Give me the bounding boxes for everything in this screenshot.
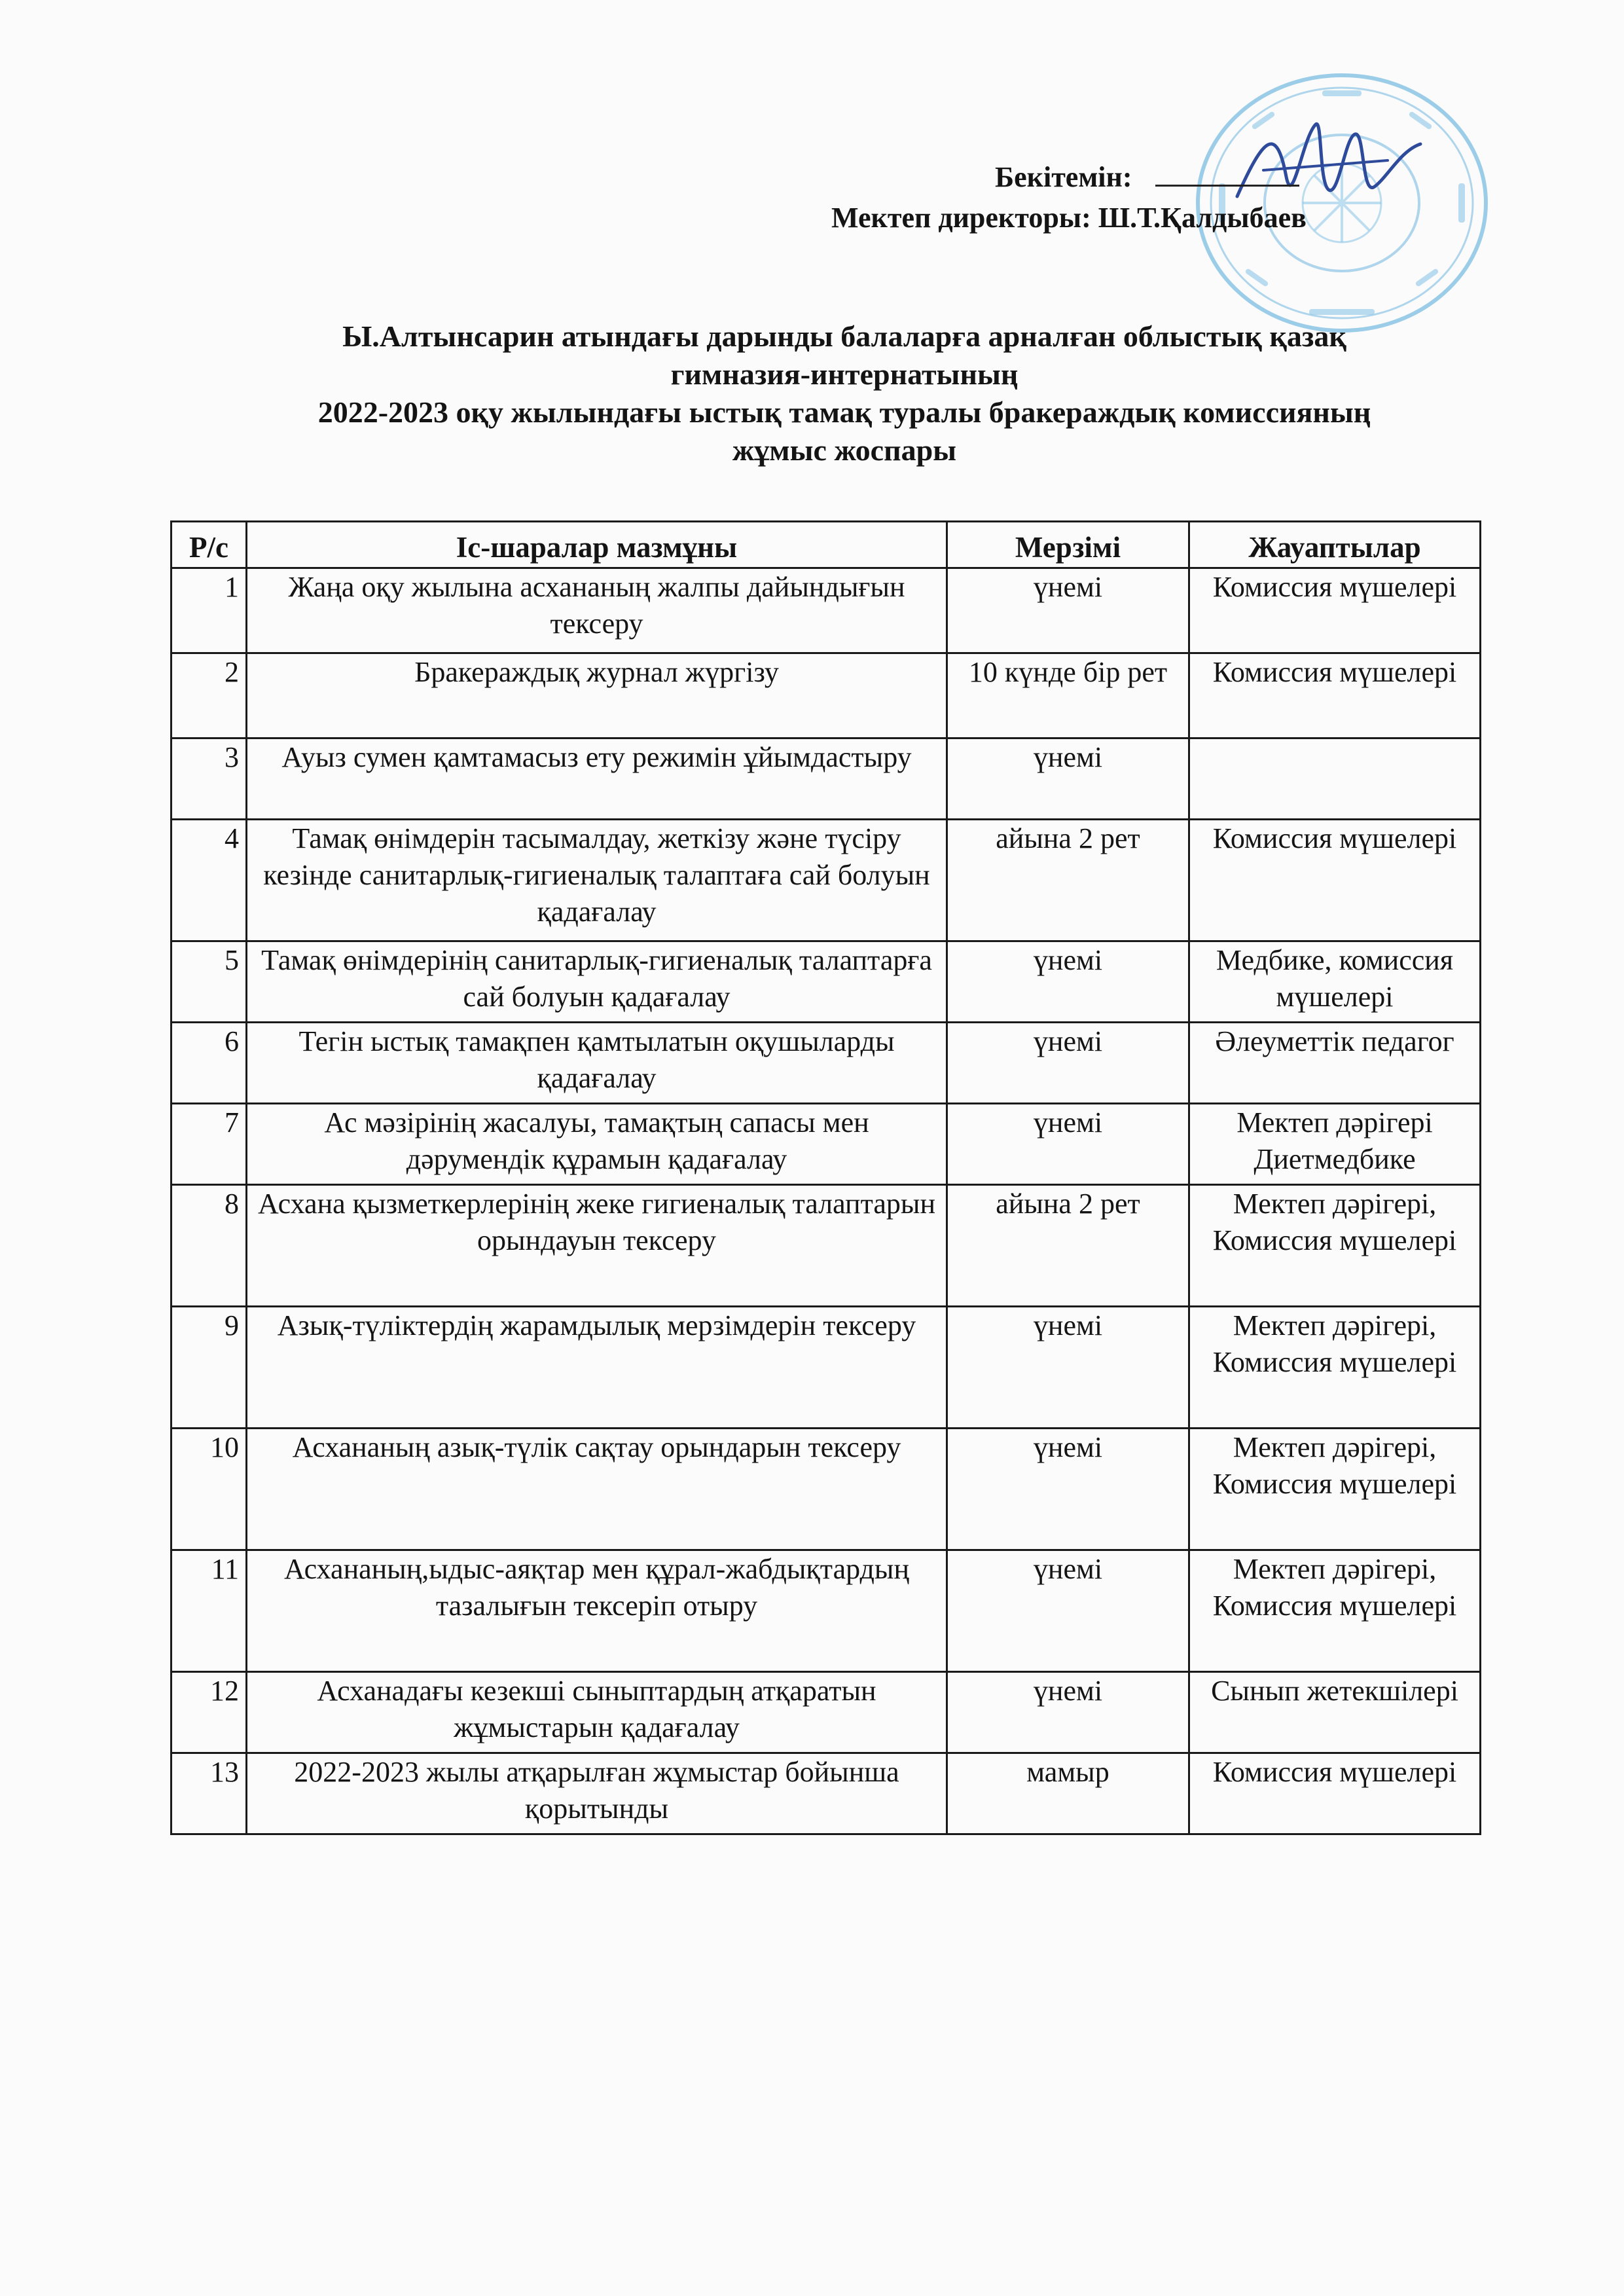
row-number: 5 [171, 941, 247, 1023]
header-responsible: Жауаптылар [1189, 522, 1481, 568]
row-responsible: Әлеуметтік педагог [1189, 1023, 1481, 1104]
row-deadline: айына 2 рет [947, 820, 1189, 941]
table-row [171, 1307, 1481, 1429]
row-number: 4 [171, 820, 247, 941]
row-number: 2 [171, 653, 247, 738]
table-row [171, 1023, 1481, 1104]
row-activity: Ас мәзірінің жасалуы, тамақтың сапасы мен дәрумендік құрамын қадағалау [247, 1104, 947, 1185]
row-deadline: үнемі [947, 1550, 1189, 1672]
title-line-4: жұмыс жоспары [732, 433, 957, 467]
row-number: 10 [171, 1429, 247, 1550]
row-responsible: Мектеп дәрігері, Комиссия мүшелері [1189, 1185, 1481, 1307]
table-row [171, 1753, 1481, 1834]
row-responsible: Комиссия мүшелері [1189, 568, 1481, 653]
title-line-2: гимназия-интернатының [670, 357, 1019, 391]
row-activity: Тегін ыстық тамақпен қамтылатын оқушыларды қадағалау [247, 1023, 947, 1104]
table-row [171, 1550, 1481, 1672]
row-responsible: Сынып жетекшілері [1189, 1672, 1481, 1753]
row-deadline: үнемі [947, 738, 1189, 820]
row-deadline: айына 2 рет [947, 1185, 1189, 1307]
row-activity: Асхананың азық-түлік сақтау орындарын тексеру [247, 1429, 947, 1550]
row-activity: Асхана қызметкерлерінің жеке гигиеналық талаптарын орындауын тексеру [247, 1185, 947, 1307]
table-row [171, 738, 1481, 820]
row-activity: Жаңа оқу жылына асхананың жалпы дайындығын тексеру [247, 568, 947, 653]
row-activity: Азық-түліктердің жарамдылық мерзімдерін тексеру [247, 1307, 947, 1429]
row-responsible: Медбике, комиссия мүшелері [1189, 941, 1481, 1023]
header-number: Р/с [171, 522, 247, 568]
director-line: Мектеп директоры: Ш.Т.Қалдыбаев [831, 202, 1307, 234]
title-line-1: Ы.Алтынсарин атындағы дарынды балаларға арналған облыстық қазақ [342, 319, 1346, 353]
title-line-3: 2022-2023 оқу жылындағы ыстық тамақ туралы бракераждық комиссияның [317, 395, 1371, 429]
table-row [171, 568, 1481, 653]
table-row [171, 1185, 1481, 1307]
row-activity: Ауыз сумен қамтамасыз ету режимін ұйымдастыру [247, 738, 947, 820]
row-deadline: үнемі [947, 1429, 1189, 1550]
row-activity: Асхананың,ыдыс-аяқтар мен құрал-жабдықтардың тазалығын тексеріп отыру [247, 1550, 947, 1672]
row-deadline: үнемі [947, 941, 1189, 1023]
row-activity: Тамақ өнімдерінің санитарлық-гигиеналық талаптарға сай болуын қадағалау [247, 941, 947, 1023]
approval-label: Бекітемін: [995, 161, 1132, 193]
row-number: 6 [171, 1023, 247, 1104]
header-activity: Іс-шаралар мазмұны [247, 522, 947, 568]
row-number: 1 [171, 568, 247, 653]
table-row [171, 1672, 1481, 1753]
row-deadline: мамыр [947, 1753, 1189, 1834]
table-row [171, 820, 1481, 941]
row-deadline: үнемі [947, 1023, 1189, 1104]
row-responsible: Мектеп дәрігері Диетмедбике [1189, 1104, 1481, 1185]
row-number: 3 [171, 738, 247, 820]
work-plan-table [170, 520, 1481, 1835]
table-row [171, 941, 1481, 1023]
row-activity: 2022-2023 жылы атқарылған жұмыстар бойынша қорытынды [247, 1753, 947, 1834]
row-responsible: Комиссия мүшелері [1189, 820, 1481, 941]
signature-line [1155, 161, 1299, 187]
row-number: 11 [171, 1550, 247, 1672]
row-number: 8 [171, 1185, 247, 1307]
row-activity: Асханадағы кезекші сыныптардың атқаратын жұмыстарын қадағалау [247, 1672, 947, 1753]
row-responsible: Мектеп дәрігері, Комиссия мүшелері [1189, 1307, 1481, 1429]
row-responsible: Комиссия мүшелері [1189, 653, 1481, 738]
table-header-row [171, 522, 1481, 568]
row-deadline: 10 күнде бір рет [947, 653, 1189, 738]
document-title [196, 318, 1492, 469]
table-row [171, 1429, 1481, 1550]
approval-block [687, 157, 1460, 238]
table-row [171, 1104, 1481, 1185]
row-activity: Бракераждық журнал жүргізу [247, 653, 947, 738]
row-number: 9 [171, 1307, 247, 1429]
row-number: 12 [171, 1672, 247, 1753]
header-deadline: Мерзімі [947, 522, 1189, 568]
row-deadline: үнемі [947, 1307, 1189, 1429]
table-row [171, 653, 1481, 738]
row-responsible [1189, 738, 1481, 820]
row-responsible: Комиссия мүшелері [1189, 1753, 1481, 1834]
row-deadline: үнемі [947, 1104, 1189, 1185]
row-responsible: Мектеп дәрігері, Комиссия мүшелері [1189, 1429, 1481, 1550]
row-activity: Тамақ өнімдерін тасымалдау, жеткізу және түсіру кезінде санитарлық-гигиеналық талаптаға сай болуын қадағалау [247, 820, 947, 941]
row-responsible: Мектеп дәрігері, Комиссия мүшелері [1189, 1550, 1481, 1672]
row-deadline: үнемі [947, 568, 1189, 653]
row-number: 7 [171, 1104, 247, 1185]
row-deadline: үнемі [947, 1672, 1189, 1753]
row-number: 13 [171, 1753, 247, 1834]
